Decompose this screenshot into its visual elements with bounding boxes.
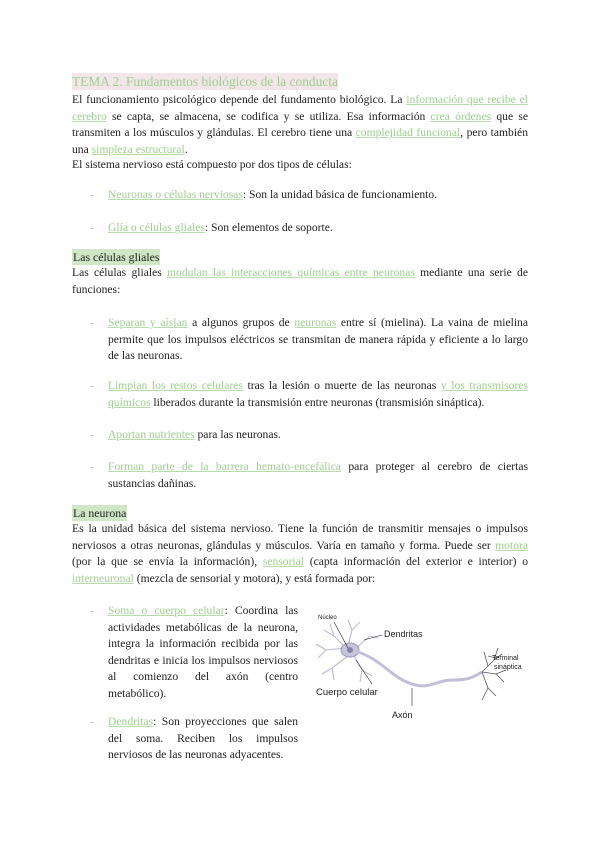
nucleus-label: Núcleo [318, 615, 337, 621]
bullet: - [90, 380, 94, 392]
intro-link-4[interactable]: simpleza estructural [91, 142, 185, 156]
soma-text: : Coordina las actividades metabólicas de la neurona, integra la información recibida por las dendritas e inicia los impulsos nerviosos al comienzo del axón (centro metabólico). [108, 604, 299, 700]
neuron-text-2: (por la que se envía la información), [72, 555, 263, 569]
neuron-paragraph [72, 521, 528, 587]
sensorial-link[interactable]: sensorial [262, 555, 305, 569]
list-item-separan [108, 315, 528, 365]
bullet: - [90, 189, 94, 201]
bullet: - [90, 222, 94, 234]
bullet: - [90, 429, 94, 441]
list-item-soma [108, 603, 298, 703]
list-item-nutrientes [108, 427, 528, 444]
nutrientes-text: para las neuronas. [194, 428, 281, 441]
neuronas-inline-link[interactable]: neuronas [294, 316, 337, 329]
section-heading-neurona: La neurona [73, 506, 127, 520]
motora-link[interactable]: motora [495, 538, 528, 552]
terminal-label-2: sináptica [494, 664, 522, 671]
nutrientes-link[interactable]: Aportan nutrientes [108, 428, 195, 441]
soma-link[interactable]: Soma o cuerpo celular [108, 604, 225, 617]
neuron-text-3: (capta información del exterior e interior) o [304, 555, 528, 569]
bullet: - [90, 317, 94, 329]
bullet: - [90, 716, 94, 728]
terminal-label-1: Terminal [492, 655, 519, 662]
intro-link-1[interactable]: información que recibe el cerebro [72, 93, 528, 123]
neuronas-link[interactable]: Neuronas o células nerviosas [108, 188, 243, 201]
transmisores-link[interactable]: y los transmisores químicos [108, 379, 528, 409]
dendrites-label: Dendritas [384, 629, 423, 639]
intro-text-1: El funcionamiento psicológico depende del fundamento biológico. La [72, 93, 407, 106]
intro-text-2: se capta, se almacena, se codifica y se utiliza. Esa información [106, 109, 431, 123]
list-item-limpian [108, 378, 528, 411]
limpian-text-1: tras la lesión o muerte de las neuronas [242, 379, 441, 392]
glia-intro [72, 265, 528, 298]
barrera-text: para proteger al cerebro de ciertas sustancias dañinas. [108, 460, 528, 490]
glia-intro-text-2: mediante una serie de funciones: [72, 266, 529, 296]
list-item-neuronas [108, 187, 528, 204]
limpian-link[interactable]: Limpian los restos celulares [108, 379, 243, 392]
glia-link[interactable]: Glía o células gliales [108, 221, 205, 234]
dendritas-text: : Son proyecciones que salen del soma. Reciben los impulsos nerviosos de las neuronas adyacentes. [108, 715, 298, 762]
separan-link[interactable]: Separan y aíslan [108, 316, 188, 329]
axon-shape [358, 652, 482, 686]
list-item-dendritas [108, 714, 298, 764]
intro-text-4: , pero también una [72, 126, 528, 156]
page-title: TEMA 2. Fundamentos biológicos de la conducta [72, 74, 338, 89]
glia-text: : Son elementos de soporte. [204, 221, 333, 234]
separan-text-1: a algunos grupos de [187, 316, 295, 329]
list-item-barrera [108, 459, 528, 492]
separan-text-2: entre sí (mielina). La vaina de mielina permite que los impulsos eléctricos se transmitan de manera rápida y eficiente a lo largo de las neuronas. [108, 316, 528, 363]
barrera-link[interactable]: Forman parte de la barrera hemato-encefálica [108, 460, 342, 473]
glia-intro-text-1: Las células gliales [72, 266, 168, 279]
cells-intro: El sistema nervioso está compuesto por dos tipos de células: [72, 158, 352, 171]
bullet: - [90, 461, 94, 473]
neuron-text-4: (mezcla de sensorial y motora), y está formada por: [133, 571, 376, 585]
intro-text-3: que se transmiten a los músculos y glándulas. El cerebro tiene una [72, 109, 528, 140]
list-item-glia [108, 220, 528, 237]
bullet: - [90, 605, 94, 617]
neuron-diagram [312, 608, 528, 728]
dendritas-link[interactable]: Dendritas [108, 715, 154, 728]
axon-label: Axón [392, 710, 413, 720]
cell-body-label: Cuerpo celular [316, 687, 378, 698]
neuronas-text: : Son la unidad básica de funcionamiento. [242, 188, 438, 201]
intro-paragraph [72, 92, 528, 158]
interneuronal-link[interactable]: interneuronal [72, 571, 134, 585]
glia-intro-link[interactable]: modulan las interacciones químicas entre neuronas [167, 266, 415, 279]
intro-link-3[interactable]: complejidad funcional [355, 126, 461, 140]
section-heading-glia: Las células gliales [73, 250, 160, 264]
neuron-text-1: Es la unidad básica del sistema nervioso. Tiene la función de transmitir mensajes o impulsos nerviosos a otras neuronas, glándulas y músculos. Varía en tamaño y forma. Puede ser [72, 522, 528, 552]
intro-text-5: . [184, 142, 188, 156]
intro-link-2[interactable]: crea órdenes [430, 109, 492, 123]
limpian-text-2: liberados durante la transmisión entre neuronas (transmisión sináptica). [150, 395, 485, 409]
